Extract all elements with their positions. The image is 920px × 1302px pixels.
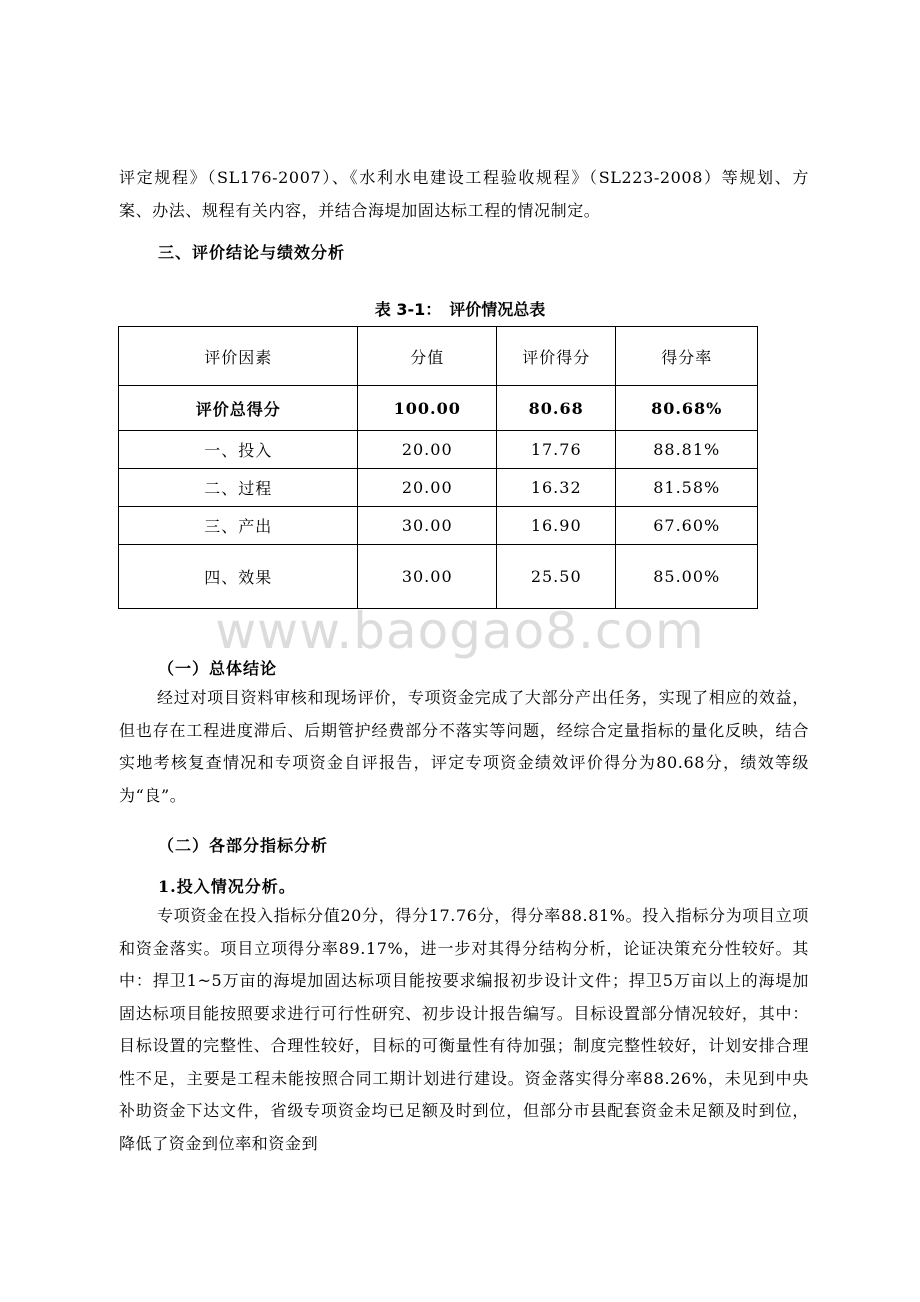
table-total-row (119, 386, 758, 431)
header-cell: 得分率 (616, 327, 758, 386)
table-caption: 表 3-1： 评价情况总表 (374, 300, 546, 319)
table-cell: 100.00 (358, 386, 496, 431)
input-analysis-subheading: 1.投入情况分析。 (158, 877, 296, 896)
table-cell: 80.68% (616, 386, 758, 431)
header-cell: 分值 (358, 327, 496, 386)
table-cell: 30.00 (358, 507, 496, 545)
header-cell: 评价因素 (119, 327, 358, 386)
table-cell: 88.81% (616, 431, 758, 469)
watermark: www.baogao8.com (215, 602, 705, 660)
input-analysis-paragraph: 专项资金在投入指标分值20分，得分17.76分，得分率88.81%。投入指标分为项目立项和资金落实。项目立项得分率89.17%，进一步对其得分结构分析，论证决策充分性较好。其中：捍卫1~5万亩的海堤加固达标项目能按要求编报初步设计文件；捍卫5万亩以上的海堤加固达标项目能按照要求进行可行性研究、初步设计报告编写。目标设置部分情况较好，其中：目标设置的完整性、合理性较好，目标的可衡量性有待加强；制度完整性较好，计划安排合理性不足，主要是工程未能按照合同工期计划进行建设。资金落实得分率88.26%，未见到中央补助资金下达文件，省级专项资金均已足额及时到位，但部分市县配套资金未足额及时到位，降低了资金到位率和资金到 (119, 906, 809, 1153)
table-cell: 30.00 (358, 545, 496, 609)
header-cell: 评价得分 (496, 327, 616, 386)
table-cell: 16.90 (496, 507, 616, 545)
table-cell: 67.60% (616, 507, 758, 545)
table-cell: 评价总得分 (119, 386, 358, 431)
table-cell: 81.58% (616, 469, 758, 507)
overall-conclusion-heading: （一）总体结论 (158, 659, 278, 678)
table-cell: 17.76 (496, 431, 616, 469)
table-cell: 85.00% (616, 545, 758, 609)
section-3-heading: 三、评价结论与绩效分析 (158, 243, 346, 262)
table-row (119, 507, 758, 545)
table-cell: 四、效果 (119, 545, 358, 609)
table-row (119, 545, 758, 609)
table-cell: 二、过程 (119, 469, 358, 507)
table-cell: 20.00 (358, 431, 496, 469)
table-row (119, 431, 758, 469)
evaluation-summary-table (118, 326, 758, 609)
table-cell: 80.68 (496, 386, 616, 431)
table-cell: 25.50 (496, 545, 616, 609)
table-cell: 20.00 (358, 469, 496, 507)
table-row (119, 469, 758, 507)
table-cell: 一、投入 (119, 431, 358, 469)
intro-paragraph: 评定规程》（SL176-2007）、《水利水电建设工程验收规程》（SL223-2008）等规划、方案、办法、规程有关内容，并结合海堤加固达标工程的情况制定。 (119, 168, 809, 220)
table-cell: 16.32 (496, 469, 616, 507)
conclusion-paragraph: 经过对项目资料审核和现场评价，专项资金完成了大部分产出任务，实现了相应的效益，但也存在工程进度滞后、后期管护经费部分不落实等问题，经综合定量指标的量化反映，结合实地考核复查情况和专项资金自评报告，评定专项资金绩效评价得分为80.68分，绩效等级为“良”。 (119, 688, 809, 805)
table-cell: 三、产出 (119, 507, 358, 545)
indicator-analysis-heading: （二）各部分指标分析 (158, 836, 329, 855)
table-header-row (119, 327, 758, 386)
